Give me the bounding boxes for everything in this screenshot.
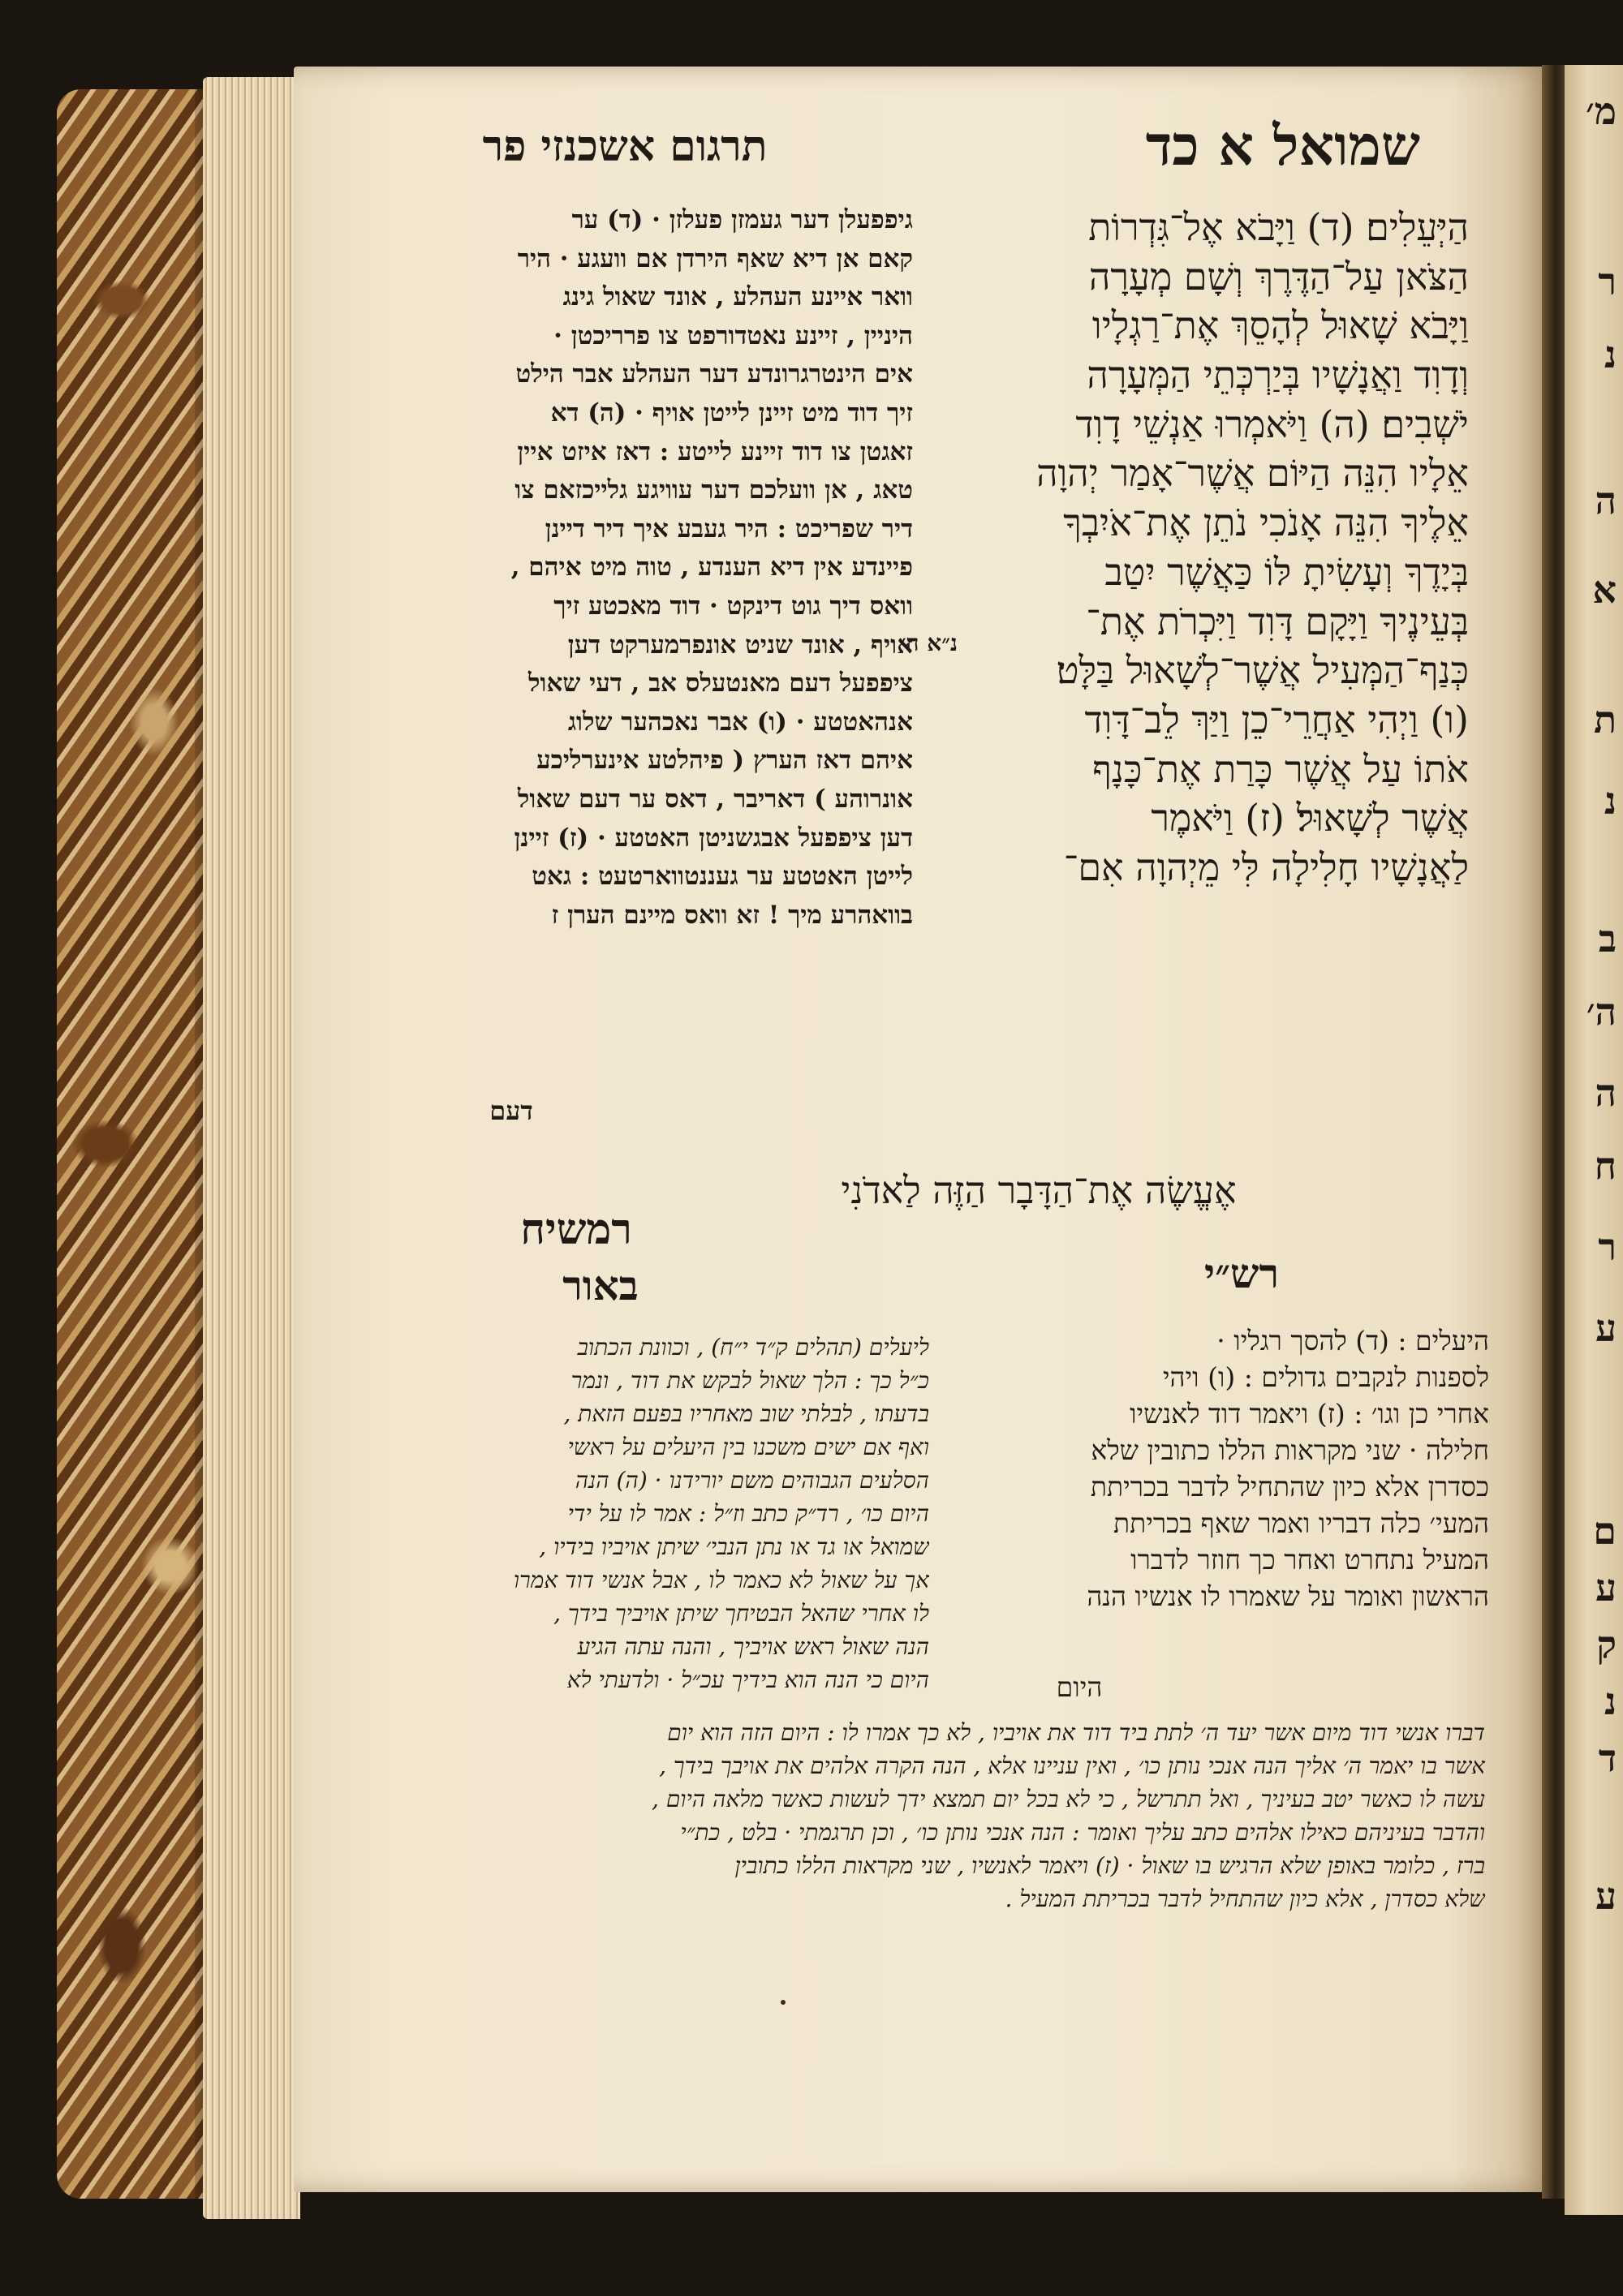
running-header-translation: תרגום אשכנזי פר bbox=[482, 122, 768, 171]
yiddish-line: אויף , אונד שניט אונפרמערקט דען bbox=[567, 630, 913, 660]
next-page-letter: ה bbox=[1595, 479, 1617, 522]
beur-line: שמואל או גד או נתן הנבי׳ שיתן אויביו בידיו , bbox=[539, 1533, 929, 1560]
running-header-book: שמואל א כד bbox=[1145, 114, 1420, 178]
beur-line: בדעתו , לבלתי שוב מאחריו בפעם הזאת , bbox=[563, 1400, 929, 1427]
next-page-letter: ת bbox=[1593, 698, 1617, 742]
rashi-line: הראשון ואומר על שאמרו לו אנשיו הנה bbox=[1087, 1580, 1489, 1612]
hebrew-line: בְּיָדֶךָ וְעָשִׂיתָ לּוֹ כַּאֲשֶׁר יִטַב bbox=[1104, 549, 1469, 594]
yiddish-line: וואר איינע העהלע , אונד שאול גינג bbox=[562, 282, 913, 312]
yiddish-line: קאם אן דיא שאף הירדן אם וועגע · היר bbox=[517, 243, 913, 273]
hebrew-line: וְדָוִד וַאֲנָשָׁיו בְּיַרְכְּתֵי הַמְּעָרָה bbox=[1087, 353, 1469, 398]
beur-line: אך על שאול לא כאמר לו , אבל אנשי דוד אמרו bbox=[513, 1567, 929, 1593]
hebrew-line: אֲשֶׁר לְשָׁאוּל׃ (ז) וַיֹּאמֶר bbox=[1151, 796, 1469, 841]
hebrew-text-column bbox=[958, 203, 1469, 892]
yiddish-line: טאג , אן וועלכם דער עוויגע גלייכזאם צו bbox=[514, 475, 913, 505]
hebrew-line: לַאֲנָשָׁיו חָלִילָה לִּי מֵיְהוָה אִם־ bbox=[1063, 845, 1469, 889]
hebrew-line: (ו) וַיְהִי אַחֲרֵי־כֵן וַיַּךְ לֵב־דָּוִד bbox=[1084, 697, 1469, 742]
yiddish-line: דיר שפריכט : היר געבע איך דיר דיינן bbox=[545, 514, 913, 544]
hebrew-line: וַיָּבֹא שָׁאוּל לְהָסֵךְ אֶת־רַגְלָיו bbox=[1091, 303, 1469, 348]
heading-beur: באור bbox=[562, 1262, 639, 1309]
next-page-letter: ד bbox=[1598, 1736, 1617, 1780]
beur-line: ליעלים (תהלים ק״ד י״ח) , וכוונת הכתוב bbox=[577, 1334, 929, 1361]
book-gutter bbox=[1542, 65, 1565, 2199]
yiddish-line: אנהאטטע · (ו) אבר נאכהער שלוג bbox=[567, 707, 913, 737]
next-page-letter: נ bbox=[1604, 333, 1617, 376]
rashi-line: חלילה · שני מקראות הללו כתובין שלא bbox=[1091, 1434, 1489, 1466]
beur-line: שלא כסדרן , אלא כיון שהתחיל לדבר בכריתת המעיל . bbox=[1005, 1885, 1485, 1912]
next-page-letter: ע bbox=[1595, 1874, 1617, 1918]
yiddish-line: לייטן האטטע ער געננטווארטעט : גאט bbox=[532, 862, 913, 892]
beur-line: אשר בו יאמר ה׳ אליך הנה אנכי נותן כו׳ , ואין עניינו אלא , הנה הקרה אלהים את אויבך בידך , bbox=[659, 1752, 1485, 1779]
hebrew-line: אֹתוֹ עַל אֲשֶׁר כָּרַת אֶת־כָּנָף bbox=[1092, 746, 1469, 791]
yiddish-line: גיפפעלן דער געמזן פעלזן · (ד) ער bbox=[571, 205, 913, 234]
next-page-letter: ה bbox=[1595, 1071, 1617, 1115]
next-page-letter: ב bbox=[1598, 917, 1617, 961]
beur-line: היום כי הנה הוא בידיך עכ״ל · ולדעתי לא bbox=[566, 1666, 929, 1693]
beur-line: עשה לו כאשר יטב בעיניך , ואל תתרשל , כי לא בכל יום תמצא ידך לעשות כאשר מלאה היום , bbox=[652, 1786, 1485, 1812]
next-page-letter: ע bbox=[1595, 1566, 1617, 1610]
next-page-letter: ר bbox=[1598, 260, 1617, 303]
yiddish-line: דען ציפפעל אבגשניטן האטטע · (ז) זיינן bbox=[514, 823, 913, 853]
next-page-letter: ה׳ bbox=[1586, 990, 1617, 1034]
next-page-letter: נ bbox=[1604, 1679, 1617, 1723]
hebrew-line: הַיְּעֵלִים׃ (ד) וַיָּבֹא אֶל־גִּדְרוֹת bbox=[1088, 205, 1469, 249]
beur-line: והדבר בעיניהם כאילו אלהים כתב עליך ואומר : הנה אנכי נותן כו׳ , וכן תרגמתי · בלט , כת״י bbox=[680, 1819, 1485, 1846]
beur-line: לו אחרי שהאל הבטיחך שיתן אויביך בידך , bbox=[553, 1600, 929, 1627]
next-page-letter: א bbox=[1592, 568, 1617, 612]
rashi-line: המעיל נתחרט ואחר כך חוזר לדברו bbox=[1130, 1544, 1489, 1576]
beur-line: כ״ל כך : הלך שאול לבקש את דוד , ונמר bbox=[570, 1367, 929, 1394]
yiddish-line: זיך דוד מיט זיינן לייטן אויף · (ה) דא bbox=[550, 398, 913, 428]
next-page-letter: ר bbox=[1598, 1225, 1617, 1269]
rashi-line: אחרי כן וגו׳ : (ז) ויאמר דוד לאנשיו bbox=[1130, 1398, 1489, 1430]
beur-commentary bbox=[369, 1331, 929, 1696]
beur-commentary-continued bbox=[365, 1716, 1485, 1915]
rashi-line: לספנות לנקבים גדולים : (ו) ויהי bbox=[1162, 1361, 1489, 1393]
next-page-letter: נ bbox=[1604, 779, 1617, 823]
yiddish-line: פיינדע אין דיא הענדע , טוה מיט איהם , bbox=[510, 553, 913, 583]
hebrew-line: יֹשְׁבִים׃ (ה) וַיֹּאמְרוּ אַנְשֵׁי דָוִד bbox=[1075, 402, 1469, 446]
next-page-letter: ם bbox=[1593, 1509, 1617, 1553]
book-cover-marbled bbox=[57, 89, 219, 2199]
yiddish-line: וואס דיך גוט דינקט · דוד מאכטע זיך bbox=[553, 591, 913, 621]
rashi-line: כסדרן אלא כיון שהתחיל לדבר בכריתת bbox=[1090, 1471, 1489, 1503]
yiddish-line: אים הינטרגרונדע דער העהלע אבר הילט bbox=[515, 359, 913, 389]
yiddish-line: זאגטן צו דוד זיינע לייטע : דאז איזט איין bbox=[517, 436, 913, 467]
yiddish-line: ציפפעל דעם מאנטעלס אב , דעי שאול bbox=[528, 669, 913, 699]
heading-ramshah: רמשיח bbox=[520, 1205, 632, 1254]
yiddish-line: היניין , זיינע נאטדורפט צו פרריכטן · bbox=[553, 320, 913, 350]
rashi-line: המעי׳ כלה דבריו ואמר שאף בכריתת bbox=[1113, 1507, 1489, 1539]
rashi-final-word: היום bbox=[1056, 1671, 1103, 1703]
next-page-sliver bbox=[1565, 65, 1623, 2215]
yiddish-line: איהם דאז הערץ ( פיהלטע אינערליכע bbox=[536, 746, 913, 776]
hebrew-line: בְּעֵינֶיךָ וַיָּקָם דָּוִד וַיִּכְרֹת אֶת־ bbox=[1086, 599, 1469, 643]
rashi-line: היעלים : (ד) להסך רגליו · bbox=[1216, 1325, 1489, 1357]
hebrew-final-line: אֶעֱשֶׂה אֶת־הַדָּבָר הַזֶּה לַאדֹנִי bbox=[841, 1168, 1237, 1212]
hebrew-line: אֵלֶיךָ הִנֵּה אָנֹכִי נֹתֵן אֶת־אֹיִבְךָ bbox=[1063, 501, 1469, 545]
rashi-commentary bbox=[958, 1322, 1489, 1615]
beur-line: ואף אם ישים משכנו בין היעלים על ראשי bbox=[567, 1434, 929, 1460]
beur-line: דברו אנשי דוד מיום אשר יעד ה׳ לתת ביד דוד את אויביו , לא כך אמרו לו : היום הזה הוא יום bbox=[667, 1719, 1485, 1746]
hebrew-line: אֵלָיו הִנֵּה הַיּוֹם אֲשֶׁר־אָמַר יְהוָה bbox=[1036, 451, 1469, 496]
yiddish-line: בוואהרע מיך ! זא וואס מיינם הערן ז bbox=[551, 900, 913, 930]
beur-line: היום כו׳ , רד״ק כתב וז״ל : אמר לו על ידי bbox=[567, 1500, 929, 1527]
yiddish-line: אונרוהע ) דאריבר , דאס ער דעם שאול bbox=[517, 784, 913, 814]
page-edges bbox=[203, 77, 300, 2219]
beur-line: הסלעים הגבוהים משם יורידנו · (ה) הנה bbox=[575, 1467, 929, 1494]
hebrew-line: הַצֹּאן עַל־הַדֶּרֶךְ וְשָׁם מְעָרָה bbox=[1088, 254, 1469, 299]
ink-spot bbox=[781, 2000, 786, 2005]
beur-line: ברז , כלומר באופן שלא הרגיש בו שאול · (ז) ויאמר לאנשיו , שני מקראות הללו כתובין bbox=[734, 1852, 1485, 1879]
margin-note: נ״א ה׳ bbox=[900, 630, 958, 656]
next-page-letter: ח bbox=[1594, 1144, 1617, 1188]
next-page-letter: ע bbox=[1595, 1306, 1617, 1350]
beur-line: הנה שאול ראש אויביך , והנה עתה הגיע bbox=[577, 1633, 929, 1660]
next-page-letter: מ׳ bbox=[1586, 89, 1617, 133]
yiddish-translation-column bbox=[369, 201, 913, 935]
heading-rashi: רש״י bbox=[1203, 1249, 1280, 1297]
catchword: דעם bbox=[489, 1095, 533, 1126]
next-page-letter: ק bbox=[1596, 1623, 1617, 1666]
hebrew-line: כְּנַף־הַמְּעִיל אֲשֶׁר־לְשָׁאוּל בַּלָּט׃ bbox=[1056, 648, 1469, 693]
